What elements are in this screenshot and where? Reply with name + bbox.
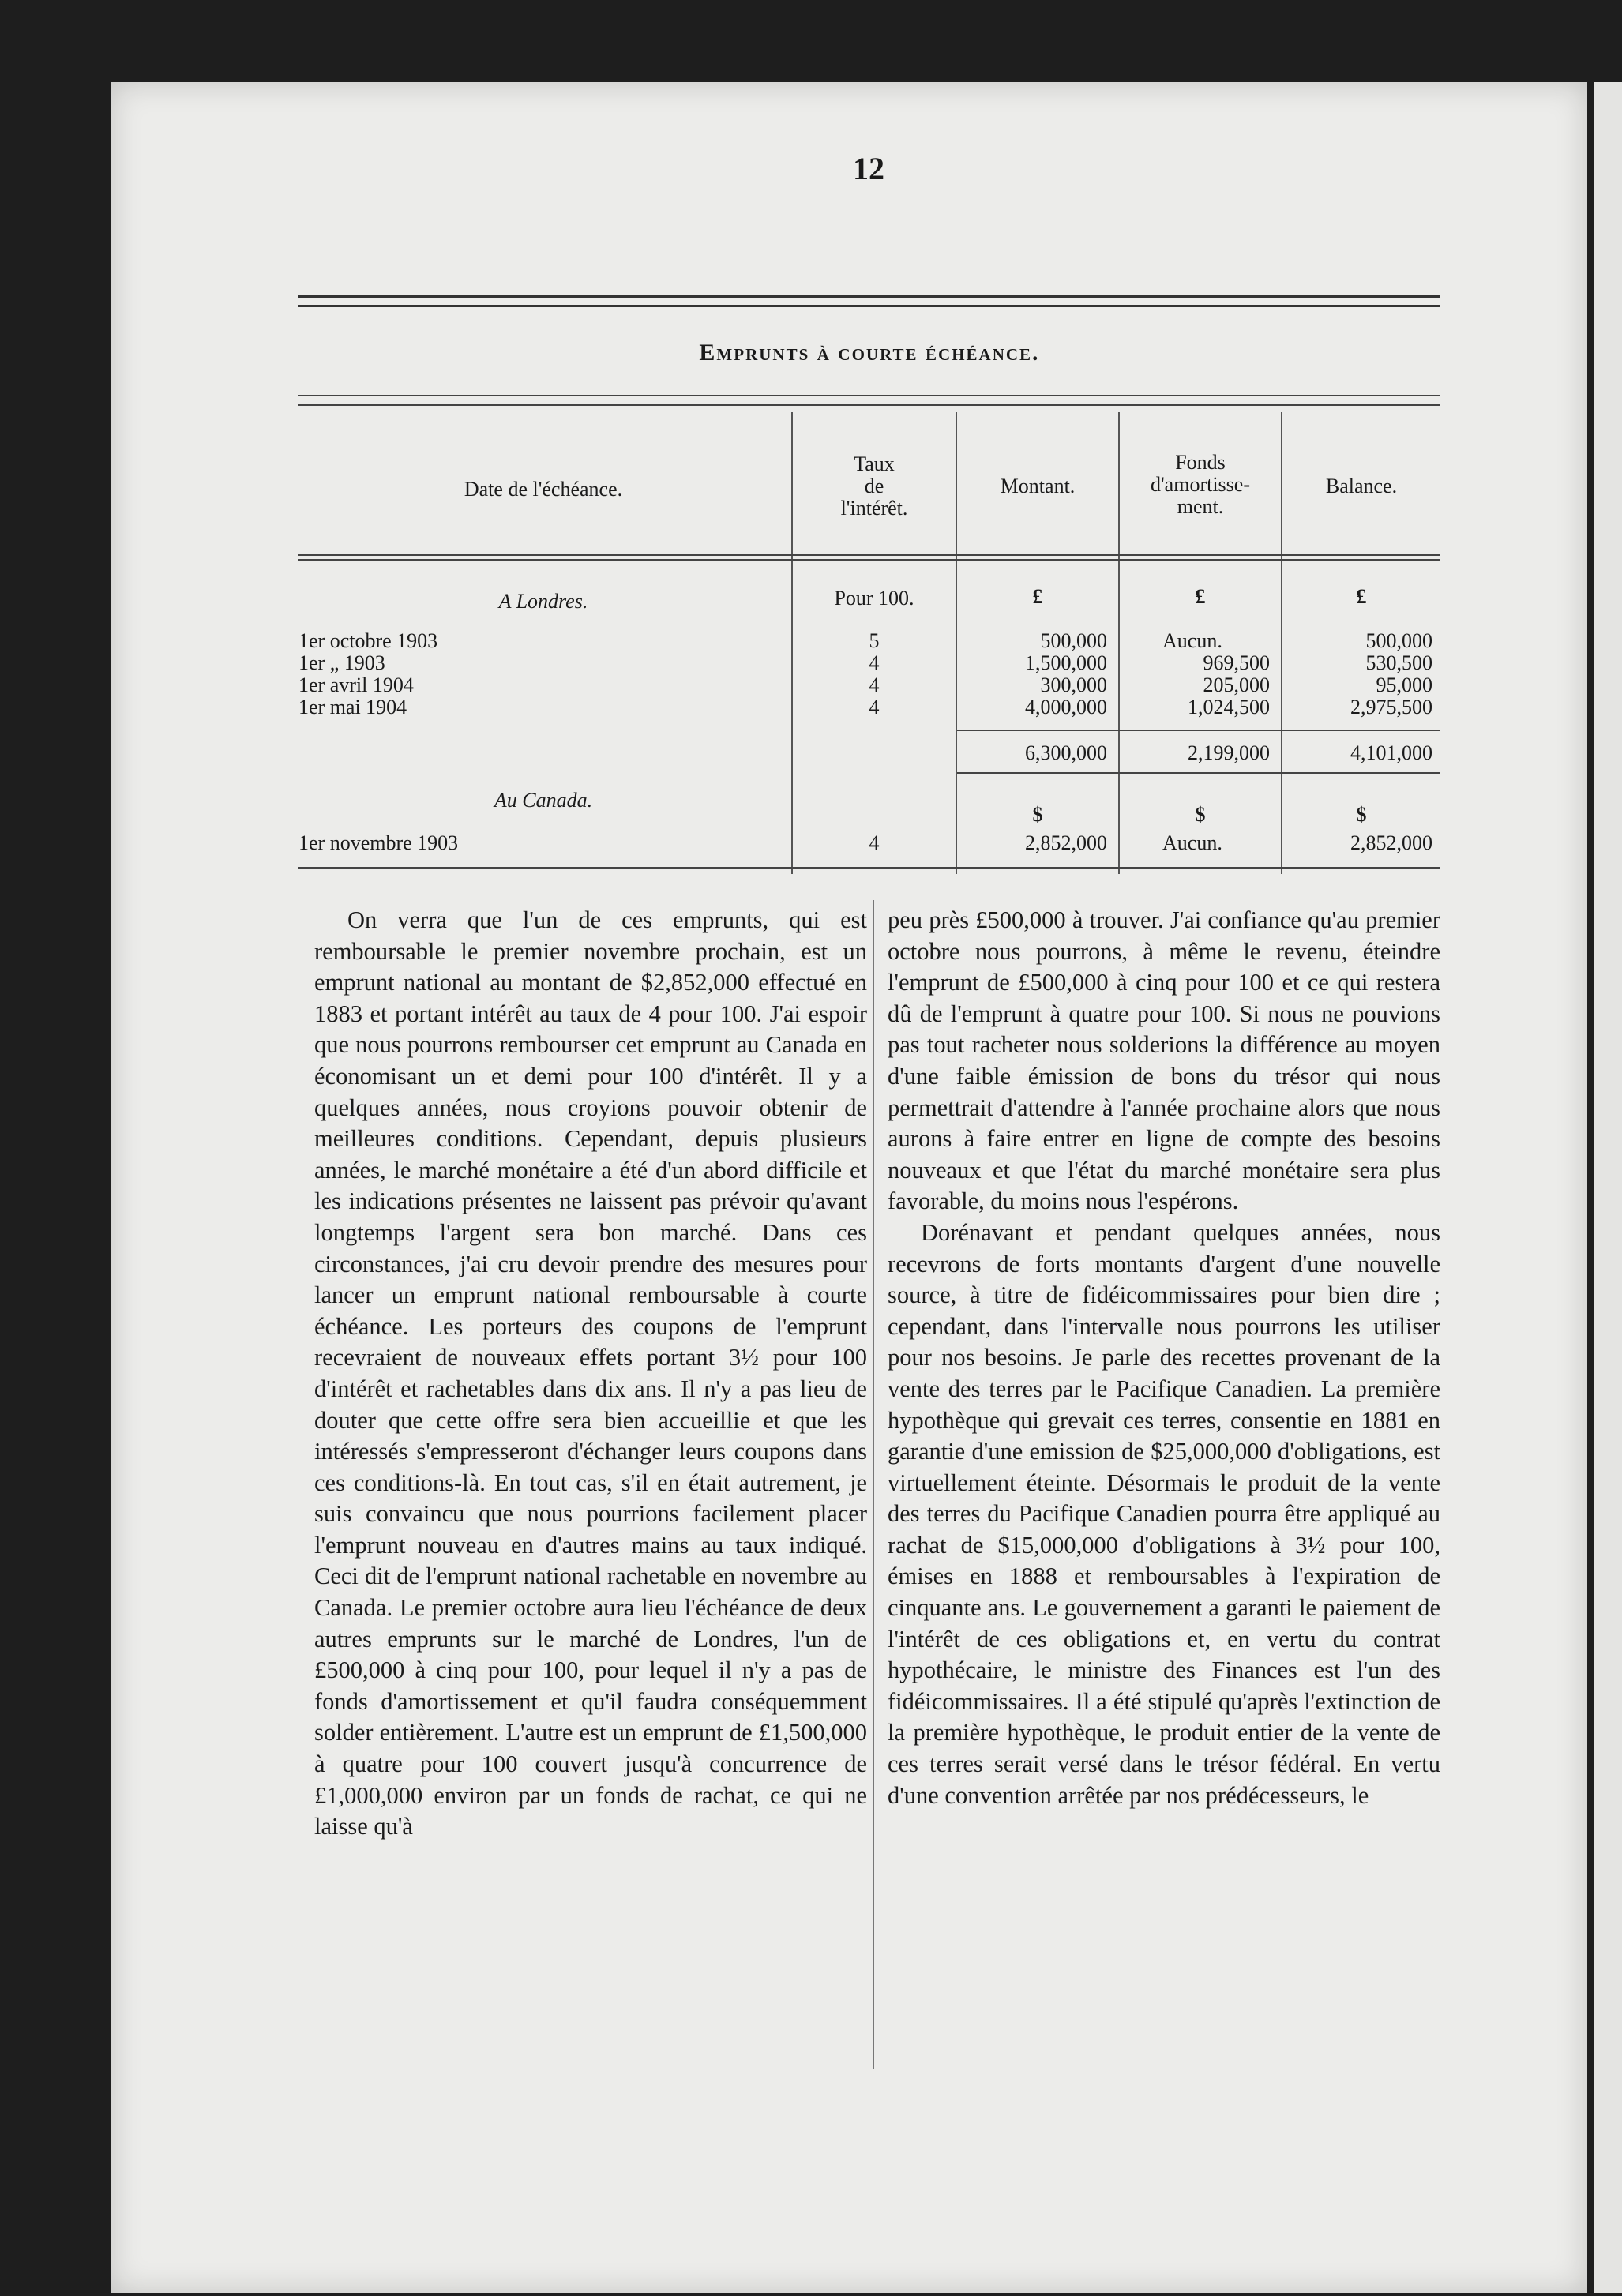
rate-unit-label: Pour 100. <box>834 587 914 610</box>
row-balance: 2,852,000 <box>1350 831 1432 854</box>
page-number: 12 <box>853 151 884 186</box>
header-taux-line: Taux <box>854 452 895 475</box>
total-balance: 4,101,000 <box>1350 741 1432 764</box>
table-bottom-rule <box>298 867 1440 869</box>
paragraph: Dorénavant et pendant quelques années, nous recevrons de forts montants d'argent d'une nouvelle source, à titre de fidéicommissaires pour bien dire ; cependant, dans l'intervalle nous pourrons les utiliser pour nos besoins. Je parle des recettes provenant de la vente des terres par le Pacifique Canadien. La première hypothèque qui grevait ces terres, consentie en 1881 en garantie d'une emission de $25,000,000 d'obligations, est virtuellement éteinte. Désormais le produit de la vente des terres du Pacifique Canadien pourra être appliqué au rachat de $15,000,000 d'obligations à 3½ pour 100, émises en 1888 et remboursables à l'expiration de cinquante ans. Le gouvernement a garanti le paiement de l'intérêt de ces obligations et, en vertu du contrat hypothécaire, le ministre des Finances est l'un des fidéicommissaires. Il a été stipulé qu'après l'extinction de la première hypothèque, le produit entier de la vente de ces terres serait versé dans le trésor fédéral. En vertu d'une convention arrêtée par nos prédécesseurs, le <box>888 1218 1440 1809</box>
row-montant: 2,852,000 <box>1025 831 1107 854</box>
row-date: 1er avril 1904 <box>298 673 414 696</box>
row-fonds: Aucun. <box>1162 629 1222 652</box>
header-fonds-line: d'amortisse- <box>1151 473 1250 496</box>
currency-symbol: £ <box>1356 585 1367 608</box>
currency-symbol: £ <box>1195 585 1206 608</box>
table-title: Emprunts à courte échéance. <box>699 340 1040 366</box>
row-rate: 4 <box>869 696 880 718</box>
row-rate: 4 <box>869 831 880 854</box>
header-fonds-line: ment. <box>1177 495 1224 518</box>
total-montant: 6,300,000 <box>1025 741 1107 764</box>
row-date: 1er mai 1904 <box>298 696 407 718</box>
row-rate: 4 <box>869 651 880 674</box>
header-bottom-rule <box>298 554 1440 556</box>
paragraph: peu près £500,000 à trouver. J'ai confiance qu'au premier octobre nous pourrons, à même le revenu, éteindre l'emprunt de £500,000 à cinq pour 100 et ce qui restera dû de l'emprunt à quatre pour 100. Si nous ne pouvions pas tout racheter nous solderions la différence au moyen d'une faible émission de bons du trésor qui nous permettrait d'attendre à l'année prochaine alors que nous aurons à faire entrer en ligne de compte des besoins nouveaux et que l'état du marché monétaire sera plus favorable, du moins nous l'espérons. <box>888 906 1440 1215</box>
table-top-rule-2 <box>298 404 1440 406</box>
body-column-right <box>888 905 1440 1811</box>
row-fonds: Aucun. <box>1162 831 1222 854</box>
header-taux <box>793 453 956 520</box>
currency-symbol: £ <box>1032 585 1043 608</box>
section-label-canada: Au Canada. <box>494 789 593 812</box>
row-montant: 1,500,000 <box>1025 651 1107 674</box>
header-balance: Balance. <box>1325 475 1398 497</box>
top-rule-2 <box>298 305 1440 307</box>
header-bottom-rule-2 <box>298 559 1440 561</box>
row-fonds: 1,024,500 <box>1188 696 1270 718</box>
row-date: 1er „ 1903 <box>298 651 385 674</box>
row-balance: 95,000 <box>1376 673 1432 696</box>
row-date: 1er novembre 1903 <box>298 831 459 854</box>
header-date: Date de l'échéance. <box>464 478 623 501</box>
row-balance: 2,975,500 <box>1350 696 1432 718</box>
total-fonds: 2,199,000 <box>1188 741 1270 764</box>
row-fonds: 969,500 <box>1203 651 1270 674</box>
currency-symbol: $ <box>1032 803 1043 826</box>
currency-symbol: $ <box>1356 803 1367 826</box>
sum-rule <box>957 730 1440 731</box>
currency-symbol: $ <box>1195 803 1206 826</box>
table-top-rule <box>298 395 1440 396</box>
row-montant: 4,000,000 <box>1025 696 1107 718</box>
row-date: 1er octobre 1903 <box>298 629 438 652</box>
column-divider <box>873 900 874 2069</box>
header-taux-line: de <box>864 475 884 497</box>
row-montant: 500,000 <box>1040 629 1107 652</box>
header-montant: Montant. <box>1000 475 1076 497</box>
sum-rule-bottom <box>957 772 1440 774</box>
row-balance: 500,000 <box>1365 629 1432 652</box>
row-rate: 5 <box>869 629 880 652</box>
row-balance: 530,500 <box>1365 651 1432 674</box>
body-column-left <box>314 905 867 1843</box>
row-rate: 4 <box>869 673 880 696</box>
header-taux-line: l'intérêt. <box>840 497 908 520</box>
header-fonds-line: Fonds <box>1175 451 1226 474</box>
adjacent-page-edge <box>1594 82 1622 2293</box>
section-label-london: A Londres. <box>498 590 588 613</box>
top-rule <box>298 295 1440 298</box>
row-montant: 300,000 <box>1040 673 1107 696</box>
row-fonds: 205,000 <box>1203 673 1270 696</box>
header-fonds <box>1120 452 1281 518</box>
paragraph: On verra que l'un de ces emprunts, qui est remboursable le premier novembre prochain, est un emprunt national au montant de $2,852,000 effectué en 1883 et portant intérêt au taux de 4 pour 100. J'ai espoir que nous pourrons rembourser cet emprunt au Canada en économisant un et demi pour 100 d'intérêt. Il y a quelques années, nous croyions pouvoir obtenir de meilleures conditions. Cependant, depuis plusieurs années, le marché monétaire a été d'un abord difficile et les indications présentes ne laissent pas prévoir qu'avant longtemps l'argent sera bon marché. Dans ces circonstances, j'ai cru devoir prendre des mesures pour lancer un emprunt national remboursable à courte échéance. Les porteurs des coupons de l'emprunt recevraient de nouveaux effets portant 3½ pour 100 d'intérêt et rachetables dans dix ans. Il n'y a pas lieu de douter que cette offre sera bien accueillie et que les intéressés s'empresseront d'échanger leurs coupons dans ces conditions-là. En tout cas, s'il en était autrement, je suis convaincu que nous pourrions facilement placer l'emprunt nouveau en d'autres mains au taux indiqué. Ceci dit de l'emprunt national rachetable en novembre au Canada. Le premier octobre aura lieu l'échéance de deux autres emprunts sur le marché de Londres, l'un de £500,000 à cinq pour 100, pour lequel il n'y a pas de fonds d'amortissement et qu'il faudra conséquemment solder entièrement. L'autre est un emprunt de £1,500,000 à quatre pour 100 couvert jusqu'à concurrence de £1,000,000 environ par un fonds de rachat, ce qui ne laisse qu'à <box>314 906 867 1840</box>
